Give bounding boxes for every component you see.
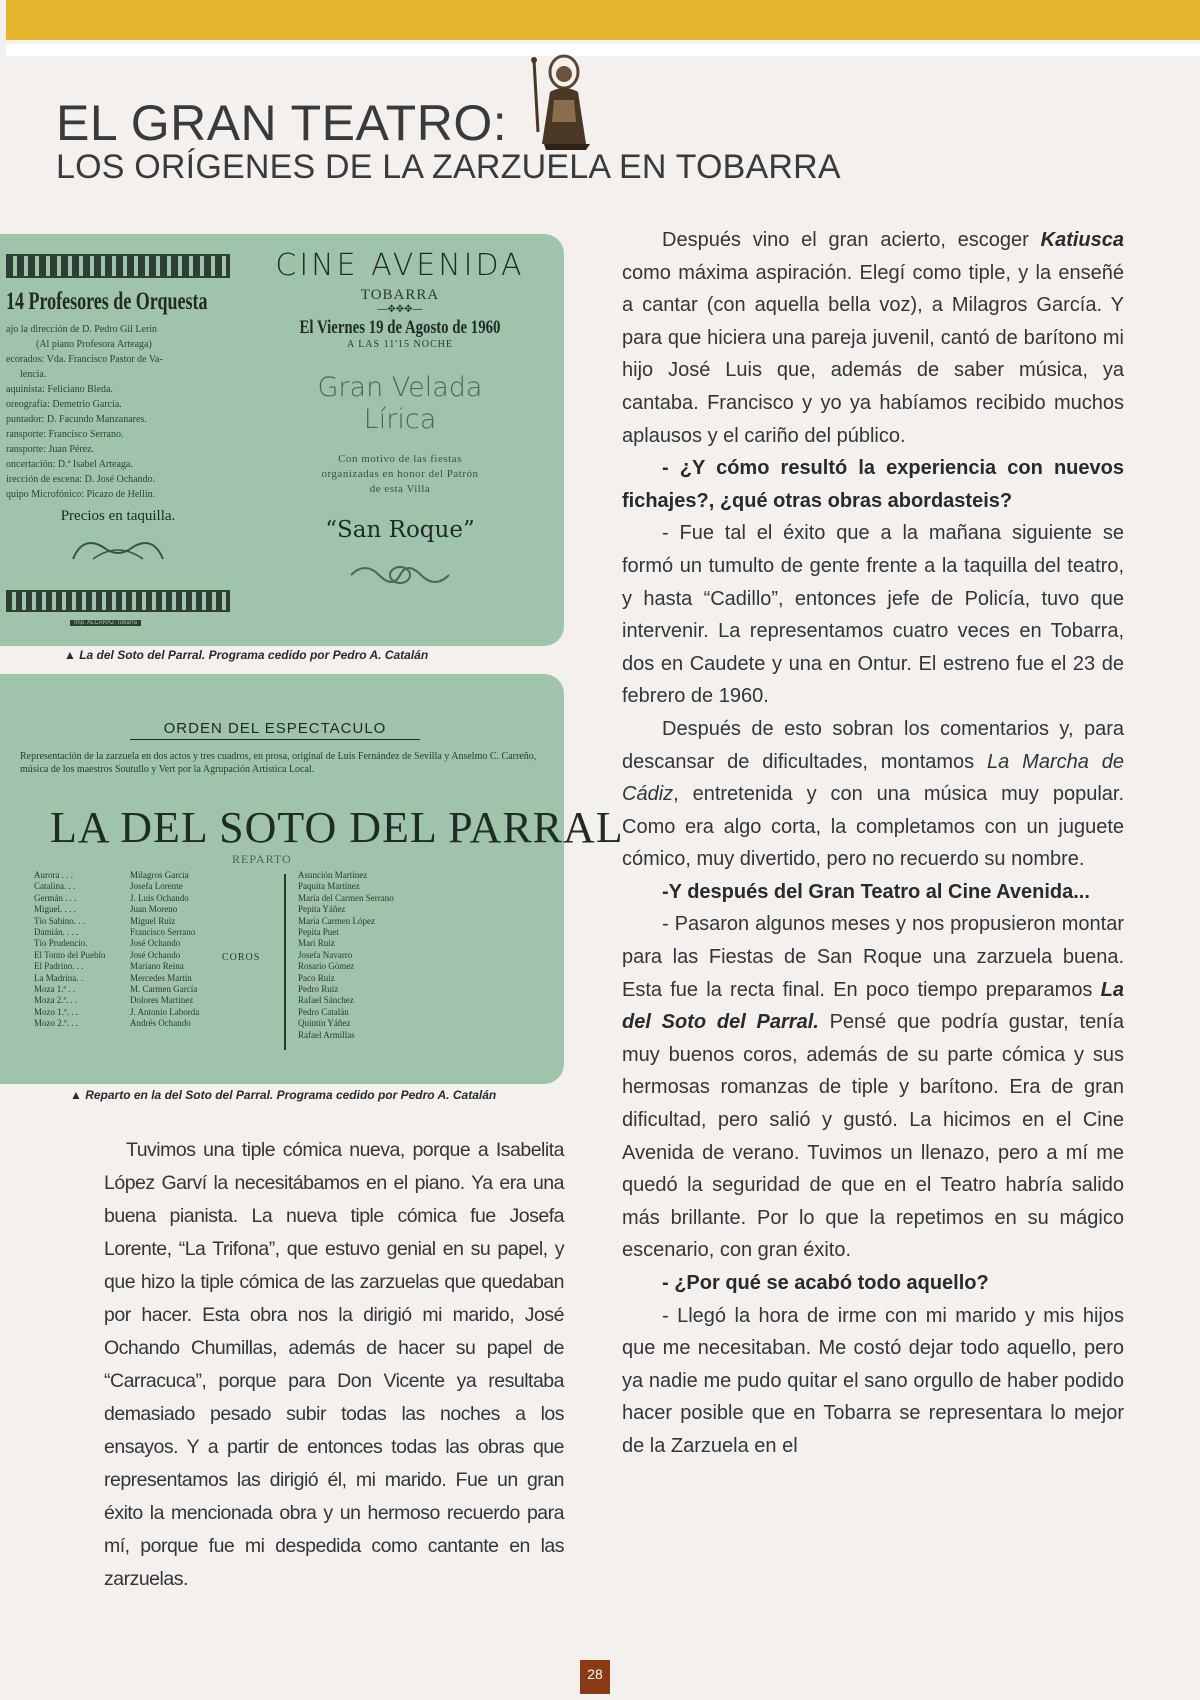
ornament-dash: —✥✥✥—: [377, 304, 423, 315]
cast-row: [34, 973, 254, 984]
orchestra-title: 14 Profesores de Orquesta: [6, 288, 208, 315]
cast-actor: Francisco Serrano: [130, 927, 196, 938]
motive-line-1: Con motivo de las fiestas: [338, 453, 462, 465]
program1-left-column: [6, 254, 230, 567]
paragraph-4: [622, 908, 1124, 1267]
event-title-line-1: Gran Velada: [317, 372, 483, 403]
emphasis-soto: La del Soto del Parral.: [622, 978, 1124, 1034]
cast-row: [34, 893, 254, 904]
text-run: - Pasaron algunos meses y nos propusieron montar para las Fiestas de San Roque una zarzuela buena. Esta fue la recta final. En poco tiempo preparamos: [622, 913, 1124, 1001]
cast-actor: Mercedes Martín: [130, 972, 192, 983]
event-time: A LAS 11'15 NOCHE: [347, 339, 453, 350]
patron-name: “San Roque”: [325, 517, 475, 543]
cast-actor: Mariano Reina: [130, 961, 184, 972]
cast-actor: J. Luis Ochando: [130, 892, 189, 903]
show-order-heading: ORDEN DEL ESPECTACULO: [130, 720, 420, 740]
choir-list: [298, 870, 518, 1041]
cast-role: La Madrina. .: [34, 972, 83, 983]
credit-line: oreografía: Demetrio García.: [6, 399, 122, 410]
choir-member: María Carmen López: [298, 915, 375, 926]
program-image-1: [0, 234, 564, 646]
paragraph-2: - Fue tal el éxito que a la mañana siguiente se formó un tumulto de gente frente a la taquilla del teatro, y hasta “Cadillo”, entonces jefe de Policía, tuvo que intervenir. La representamos cuatro veces en Tobarra, dos en Caudete y una en Ontur. El estreno fue el 23 de febrero de 1960.: [622, 522, 1124, 708]
cast-role: El Tonto del Pueblo: [34, 949, 106, 960]
cast-row: [34, 1018, 254, 1029]
credits-list: [6, 322, 230, 502]
cast-heading: REPARTO: [232, 852, 292, 866]
cast-row: [34, 938, 254, 949]
choir-label: COROS: [222, 952, 261, 963]
text-run: Después de esto sobran los comentarios y, para descansar de dificultades, montamos: [622, 717, 1124, 773]
credit-line: oncertación: D.ª Isabel Arteaga.: [6, 459, 133, 470]
text-run: como máxima aspiración. Elegí como tiple, y la enseñé a cantar (con aquella bella voz), a Milagros García. Y para que hiciera una pareja juvenil, cantó de barítono mi hijo José Luis que, además de saber música, ya cantaba. Francisco y yo ya habíamos recibido muchos aplausos y el cariño del público.: [622, 261, 1124, 447]
cast-actor: Milagros García: [130, 870, 189, 880]
credit-line: aquinista: Feliciano Bleda.: [6, 384, 113, 395]
choir-member: Rafael Armillas: [298, 1029, 355, 1040]
cast-row: [34, 984, 254, 995]
text-run: Pensé que podría gustar, tenía muy buenos coros, además de su parte cómica y sus hermosas romanzas de tiple y barítono. Era de gran dificultad, pero salió y gustó. La hicimos en el Cine Avenida de verano. Tuvimos un llenazo, pero a mí me quedó la seguridad de que en el Teatro habría salido más brillante. Por lo que la repetimos en su mágico escenario, con gran éxito.: [622, 1011, 1124, 1262]
cast-actor: Andrés Ochando: [130, 1018, 191, 1029]
page-title: EL GRAN TEATRO:: [56, 95, 508, 151]
cast-actor: Dolores Martínez: [130, 995, 194, 1006]
cast-row: [34, 904, 254, 915]
choir-member: María del Carmen Serrano: [298, 892, 394, 903]
credit-line: lencia.: [20, 369, 47, 380]
credit-line: ransporte: Francisco Serrano.: [6, 429, 124, 440]
page-number: 28: [580, 1660, 610, 1694]
credit-line: quipo Microfónico: Picazo de Hellín.: [6, 489, 156, 500]
swirl-ornament-icon: [63, 531, 173, 567]
representation-note: Representación de la zarzuela en dos actos y tres cuadros, en prosa, original de Luis Fernández de Sevilla y Anselmo C. Carreño, música de los maestros Soutullo y Vert por la Agrupación Artística Local.: [20, 751, 537, 775]
event-date: El Viernes 19 de Agosto de 1960: [299, 317, 501, 338]
cast-row: [34, 961, 254, 972]
cinema-name: CINE AVENIDA: [275, 248, 525, 283]
town-name: TOBARRA: [360, 287, 440, 303]
cast-row: [34, 927, 254, 938]
cast-role: Moza 1.ª . .: [34, 984, 75, 995]
choir-member: Rafael Sánchez: [298, 995, 354, 1006]
cast-role: Mozo 1.º. . .: [34, 1006, 79, 1017]
cast-actor: Miguel Ruiz: [130, 915, 176, 926]
motive-line-2: organizadas en honor del Patrón: [321, 468, 479, 480]
cast-row: [34, 881, 254, 892]
credit-line: ecorados: Vda. Francisco Pastor de Va-: [6, 354, 163, 365]
cast-role: El Padrino. . .: [34, 961, 84, 972]
choir-member: Josefa Navarro: [298, 949, 353, 960]
event-motive: [250, 452, 550, 497]
choir-member: Pepita Puet: [298, 927, 339, 938]
choir-member: Pedro Catalán: [298, 1006, 349, 1017]
credit-line: irección de escena: D. José Ochando.: [6, 474, 156, 485]
credit-line: (Al piano Profesora Arteaga): [36, 339, 152, 350]
play-title: LA DEL SOTO DEL PARRAL: [50, 803, 624, 852]
bottom-ornament-border: [6, 590, 230, 612]
cast-row: [34, 995, 254, 1006]
cast-row: [34, 916, 254, 927]
paragraph-3: [622, 713, 1124, 876]
cast-row: [34, 950, 254, 961]
cast-role: Tío Sabino. . .: [34, 915, 85, 926]
event-title-line-2: Lírica: [363, 404, 437, 435]
printer-imprint: Imp. ALCARAZ-Tobarra: [70, 620, 141, 626]
emphasis-marcha: La Marcha de Cádiz: [622, 750, 1124, 806]
cast-actor: Josefa Lorente: [130, 881, 183, 892]
top-ornament-border: [6, 254, 230, 278]
cast-role: Miguel. . . .: [34, 904, 76, 915]
program-image-2: [0, 674, 624, 1084]
choir-member: Paco Ruiz: [298, 972, 335, 983]
choir-member: Pedro Ruiz: [298, 984, 339, 995]
choir-member: Asunción Martínez: [298, 870, 368, 880]
cast-role: Tío Prudencio.: [34, 938, 88, 949]
left-paragraph: Tuvimos una tiple cómica nueva, porque a Isabelita López Garví la necesitábamos en el piano. Ya era una buena pianista. La nueva tiple cómica fue Josefa Lorente, “La Trifona”, que estuvo genial en su papel, y que hizo la tiple cómica de las zarzuelas que quedaban por hacer. Esta obra nos la dirigió mi marido, José Ochando Chumillas, además de hacer su papel de “Carracuca”, porque para Don Vicente ya resultaba demasiado pesado subir todas las noches a los ensayos. Y a partir de entonces todas las obras que representamos las dirigió él, mi marido. Fue un gran éxito la mencionada obra y un hermoso recuerdo para mí, porque fue mi despedida como cantante en las zarzuelas.: [104, 1139, 564, 1590]
emphasis-katiusca: Katiusca: [1040, 229, 1124, 251]
cast-role: Damián. . . .: [34, 927, 79, 938]
page-subtitle: LOS ORÍGENES DE LA ZARZUELA EN TOBARRA: [56, 148, 841, 186]
choir-member: Rosario Gómez: [298, 961, 355, 972]
cast-actor: José Ochando: [130, 949, 181, 960]
caption-program-2: ▲ Reparto en la del Soto del Parral. Programa cedido por Pedro A. Catalán: [70, 1088, 497, 1102]
question-3: - ¿Por qué se acabó todo aquello?: [662, 1272, 989, 1294]
question-2: -Y después del Gran Teatro al Cine Avenida...: [662, 880, 1090, 903]
cast-actor: Juan Moreno: [130, 904, 178, 915]
choir-member: Paquita Martínez: [298, 881, 360, 892]
choir-member: Quintín Yáñez: [298, 1018, 351, 1029]
scroll-ornament-icon: [345, 557, 455, 593]
saint-figure-icon: [520, 52, 602, 150]
cast-actor: José Ochando: [130, 938, 181, 949]
event-title: [250, 372, 550, 436]
program1-right-column: [250, 248, 550, 593]
text-run: , entretenida y con una música muy popular. Como era algo corta, la completamos con un juguete cómico, muy divertido, pero no recuerdo su nombre.: [622, 783, 1124, 871]
cast-role: Aurora . . .: [34, 870, 73, 880]
paragraph-5: - Llegó la hora de irme con mi marido y mis hijos que me necesitaban. Me costó dejar todo aquello, pero ya nadie me pudo quitar el sano orgullo de haber podido hacer posible que en Tobarra se representara lo mejor de la Zarzuela en el: [622, 1304, 1124, 1457]
cast-actor: M. Carmen García: [130, 984, 198, 995]
choir-member: Mari Ruiz: [298, 938, 335, 949]
question-1: - ¿Y cómo resultó la experiencia con nuevos fichajes?, ¿qué otras obras abordasteis?: [622, 457, 1124, 512]
top-color-bar: [6, 0, 1200, 40]
cast-role: Germán . . .: [34, 892, 77, 903]
choir-bracket: [284, 874, 286, 1050]
caption-program-1: ▲ La del Soto del Parral. Programa cedido por Pedro A. Catalán: [64, 648, 429, 662]
choir-member: Pepita Yáñez: [298, 904, 346, 915]
text-run: Después vino el gran acierto, escoger: [662, 229, 1041, 251]
left-body-text: [104, 1134, 564, 1596]
cast-role: Mozo 2.º. . .: [34, 1018, 79, 1029]
paragraph-1: [622, 224, 1124, 452]
credit-line: ransporte: Juan Pérez.: [6, 444, 95, 455]
top-white-line: [6, 44, 1200, 56]
cast-actor: J. Antonio Laborda: [130, 1006, 200, 1017]
motive-line-3: de esta Villa: [369, 483, 431, 495]
ticket-note: Precios en taquilla.: [60, 508, 176, 524]
cast-role: Moza 2.ª. . .: [34, 995, 78, 1006]
cast-list: [34, 870, 254, 1030]
right-body-text: [622, 224, 1124, 1463]
cast-row: [34, 1007, 254, 1018]
cast-row: [34, 870, 254, 881]
credit-line: ajo la dirección de D. Pedro Gil Lerín: [6, 324, 158, 335]
cast-role: Catalina. . .: [34, 881, 76, 892]
credit-line: puntador: D. Facundo Manzanares.: [6, 414, 147, 425]
